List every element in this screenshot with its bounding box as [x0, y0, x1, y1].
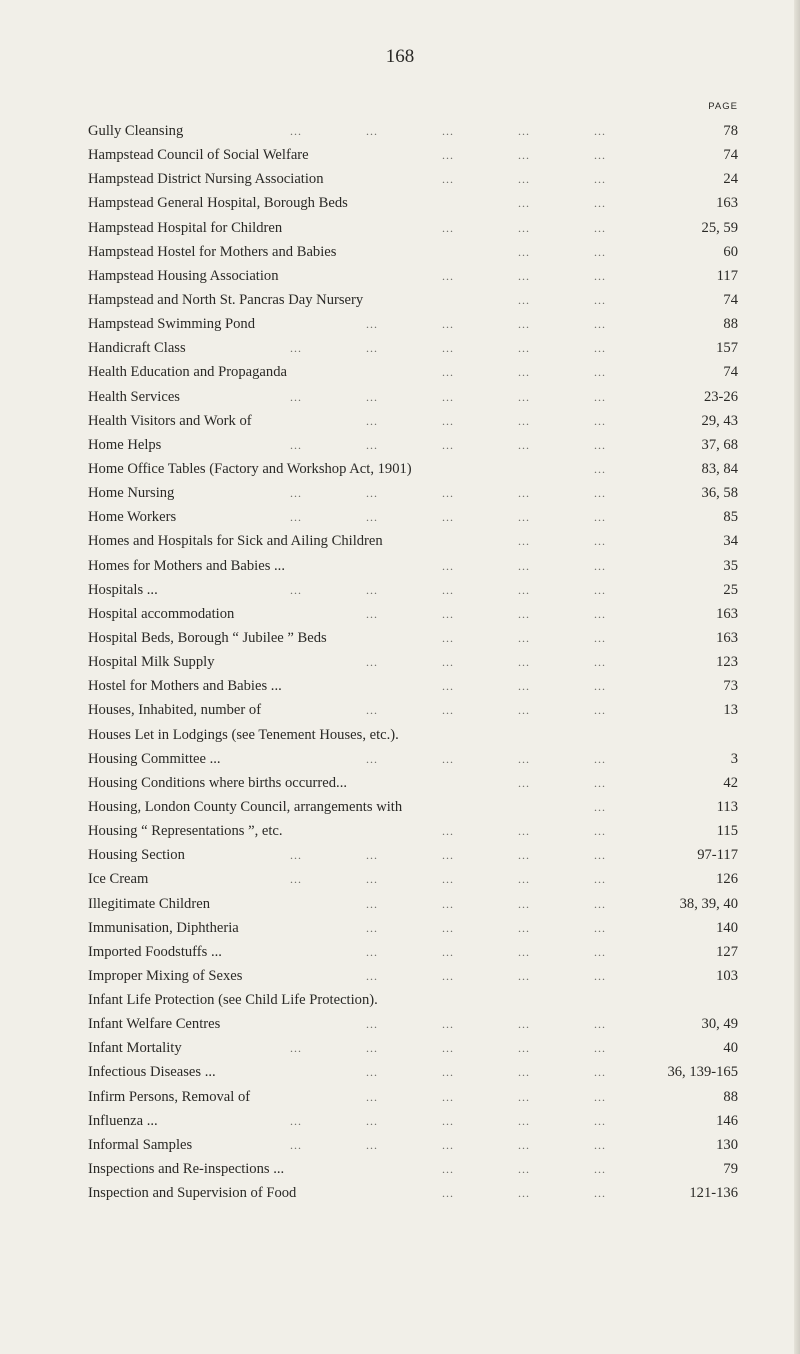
- page-number: 168: [385, 46, 415, 67]
- entry-page-ref: 88: [723, 316, 738, 333]
- index-entry: [88, 1157, 738, 1181]
- entry-page-ref: 36, 139-165: [667, 1064, 738, 1081]
- entry-page-ref: 74: [723, 364, 738, 381]
- index-entry: [88, 336, 738, 360]
- index-entry: [88, 723, 738, 747]
- entry-page-ref: 123: [716, 654, 738, 671]
- entry-label: Infant Life Protection (see Child Life Protection).: [88, 992, 378, 1009]
- index-entry: [88, 1181, 738, 1205]
- entry-page-ref: 23-26: [703, 388, 738, 405]
- index-entry: [88, 771, 738, 795]
- entry-label: Homes and Hospitals for Sick and Ailing Children: [88, 533, 383, 550]
- entry-label: Hospital Beds, Borough “ Jubilee ” Beds: [88, 629, 327, 646]
- entry-page-ref: 163: [716, 195, 738, 212]
- entry-label: Inspection and Supervision of Food: [88, 1185, 297, 1202]
- entry-page-ref: 36, 58: [701, 485, 738, 502]
- index-entry: [88, 795, 738, 819]
- entry-page-ref: 29, 43: [701, 412, 738, 429]
- dot-leader: ... ... ... ... ...: [290, 1137, 606, 1152]
- entry-page-ref: 163: [716, 605, 738, 622]
- dot-leader: ... ... ... ...: [366, 920, 606, 935]
- entry-label: Immunisation, Diphtheria: [88, 919, 239, 936]
- dot-leader: ... ... ... ...: [366, 655, 606, 670]
- dot-leader: ... ... ... ... ...: [290, 1113, 606, 1128]
- entry-label: Hampstead General Hospital, Borough Beds: [88, 195, 348, 212]
- entry-page-ref: 97-117: [697, 847, 738, 864]
- entry-page-ref: 3: [730, 750, 738, 767]
- dot-leader: ... ... ...: [442, 1186, 606, 1201]
- entry-page-ref: 127: [716, 943, 738, 960]
- dot-leader: ... ... ...: [442, 148, 606, 163]
- dot-leader: ... ... ... ... ...: [290, 510, 606, 525]
- entry-label: Housing, London County Council, arrangements with: [88, 798, 403, 815]
- entry-label: Hospitals ...: [88, 581, 158, 598]
- index-entry: [88, 288, 738, 312]
- entry-page-ref: 85: [723, 509, 738, 526]
- entry-label: Home Office Tables (Factory and Workshop Act, 1901): [88, 460, 412, 477]
- entry-page-ref: 126: [716, 871, 738, 888]
- entry-label: Home Helps: [88, 436, 162, 453]
- index-entries: [88, 119, 738, 1205]
- entry-page-ref: 103: [716, 967, 738, 984]
- index-entry: [88, 674, 738, 698]
- entry-label: Handicraft Class: [88, 340, 186, 357]
- entry-label: Health Education and Propaganda: [88, 364, 287, 381]
- entry-label: Hampstead Swimming Pond: [88, 316, 256, 333]
- index-entry: [88, 1060, 738, 1084]
- entry-label: Hampstead Council of Social Welfare: [88, 147, 309, 164]
- entry-page-ref: 60: [723, 243, 738, 260]
- entry-label: Hampstead Hostel for Mothers and Babies: [88, 243, 337, 260]
- entry-label: Improper Mixing of Sexes: [88, 967, 243, 984]
- dot-leader: ... ... ... ...: [366, 606, 606, 621]
- entry-page-ref: 113: [716, 798, 738, 815]
- index-entry: [88, 578, 738, 602]
- entry-label: Homes for Mothers and Babies ...: [88, 557, 285, 574]
- entry-label: Housing “ Representations ”, etc.: [88, 823, 283, 840]
- entry-label: Hampstead District Nursing Association: [88, 171, 324, 188]
- index-entry: [88, 457, 738, 481]
- entry-page-ref: 121-136: [689, 1185, 738, 1202]
- dot-leader: ... ... ... ... ...: [290, 848, 606, 863]
- dot-leader: ... ... ...: [442, 824, 606, 839]
- dot-leader: ...: [594, 799, 606, 814]
- entry-label: Hampstead Housing Association: [88, 267, 279, 284]
- index-entry: [88, 1085, 738, 1109]
- entry-label: Hostel for Mothers and Babies ...: [88, 678, 282, 695]
- entry-page-ref: 30, 49: [701, 1016, 738, 1033]
- dot-leader: ... ... ... ...: [366, 751, 606, 766]
- entry-page-ref: 25: [723, 581, 738, 598]
- dot-leader: ... ... ... ...: [366, 896, 606, 911]
- dot-leader: ... ...: [518, 292, 606, 307]
- index-entry: [88, 191, 738, 215]
- index-entry: [88, 1109, 738, 1133]
- dot-leader: ... ... ...: [442, 172, 606, 187]
- entry-label: Hampstead and North St. Pancras Day Nursery: [88, 291, 364, 308]
- dot-leader: ... ... ... ...: [366, 968, 606, 983]
- dot-leader: ... ... ... ...: [366, 1065, 606, 1080]
- entry-label: Inspections and Re-inspections ...: [88, 1161, 285, 1178]
- entry-page-ref: 35: [723, 557, 738, 574]
- entry-page-ref: 78: [723, 123, 738, 139]
- dot-leader: ... ... ... ...: [366, 1017, 606, 1032]
- page-column-header: PAGE: [708, 101, 738, 112]
- entry-label: Gully Cleansing: [88, 123, 184, 139]
- entry-label: Infectious Diseases ...: [88, 1064, 216, 1081]
- entry-label: Infant Welfare Centres: [88, 1016, 221, 1033]
- entry-label: Hampstead Hospital for Children: [88, 219, 283, 236]
- entry-page-ref: 115: [716, 823, 738, 840]
- index-entry: [88, 626, 738, 650]
- entry-label: Housing Committee ...: [88, 750, 221, 767]
- index-entry: [88, 481, 738, 505]
- dot-leader: ... ... ... ... ...: [290, 437, 606, 452]
- entry-label: Housing Section: [88, 847, 185, 864]
- index-entry: [88, 988, 738, 1012]
- entry-page-ref: 157: [716, 340, 738, 357]
- dot-leader: ... ... ... ...: [366, 317, 606, 332]
- dot-leader: ... ...: [518, 196, 606, 211]
- dot-leader: ... ... ...: [442, 365, 606, 380]
- entry-label: Houses Let in Lodgings (see Tenement Houses, etc.).: [88, 726, 399, 743]
- entry-page-ref: 74: [723, 291, 738, 308]
- index-entry: [88, 940, 738, 964]
- index-entry: [88, 819, 738, 843]
- index-entry: [88, 529, 738, 553]
- index-entry: [88, 240, 738, 264]
- dot-leader: ... ... ... ... ...: [290, 1041, 606, 1056]
- entry-page-ref: 34: [723, 533, 738, 550]
- dot-leader: ... ... ... ...: [366, 413, 606, 428]
- dot-leader: ... ... ... ... ...: [290, 341, 606, 356]
- entry-label: Health Visitors and Work of: [88, 412, 252, 429]
- entry-label: Health Services: [88, 388, 180, 405]
- entry-page-ref: 79: [723, 1161, 738, 1178]
- dot-leader: ... ... ...: [442, 558, 606, 573]
- index-entry: [88, 312, 738, 336]
- entry-page-ref: 25, 59: [701, 219, 738, 236]
- index-entry: [88, 843, 738, 867]
- entry-label: Illegitimate Children: [88, 895, 210, 912]
- index-entry: [88, 1036, 738, 1060]
- index-entry: [88, 892, 738, 916]
- index-entry: [88, 433, 738, 457]
- dot-leader: ... ... ... ...: [366, 1089, 606, 1104]
- dot-leader: ... ... ... ... ...: [290, 582, 606, 597]
- index-entry: [88, 167, 738, 191]
- entry-page-ref: 40: [723, 1040, 738, 1057]
- index-entry: [88, 505, 738, 529]
- entry-label: Imported Foodstuffs ...: [88, 943, 222, 960]
- entry-label: Infirm Persons, Removal of: [88, 1088, 251, 1105]
- entry-page-ref: 73: [723, 678, 738, 695]
- page-edge: [794, 0, 800, 1354]
- dot-leader: ... ... ...: [442, 220, 606, 235]
- dot-leader: ... ... ... ... ...: [290, 872, 606, 887]
- index-entry: [88, 650, 738, 674]
- dot-leader: ... ... ...: [442, 679, 606, 694]
- entry-page-ref: 117: [716, 267, 738, 284]
- index-entry: [88, 916, 738, 940]
- entry-label: Hospital accommodation: [88, 605, 235, 622]
- entry-label: Infant Mortality: [88, 1040, 182, 1057]
- entry-label: Influenza ...: [88, 1112, 158, 1129]
- dot-leader: ... ...: [518, 244, 606, 259]
- index-entry: [88, 119, 738, 143]
- entry-page-ref: 88: [723, 1088, 738, 1105]
- dot-leader: ... ... ...: [442, 630, 606, 645]
- entry-page-ref: 163: [716, 629, 738, 646]
- dot-leader: ... ...: [518, 775, 606, 790]
- entry-page-ref: 13: [723, 702, 738, 719]
- index-entry: [88, 1012, 738, 1036]
- entry-label: Housing Conditions where births occurred...: [88, 774, 347, 791]
- entry-label: Ice Cream: [88, 871, 149, 888]
- entry-page-ref: 42: [723, 774, 738, 791]
- dot-leader: ... ... ... ... ...: [290, 486, 606, 501]
- dot-leader: ... ...: [518, 534, 606, 549]
- index-entry: [88, 964, 738, 988]
- index-entry: [88, 554, 738, 578]
- entry-page-ref: 37, 68: [701, 436, 738, 453]
- dot-leader: ... ... ... ...: [366, 944, 606, 959]
- entry-page-ref: 83, 84: [701, 460, 738, 477]
- entry-label: Houses, Inhabited, number of: [88, 702, 262, 719]
- dot-leader: ... ... ... ... ...: [290, 124, 606, 138]
- dot-leader: ... ... ...: [442, 268, 606, 283]
- index-entry: [88, 1133, 738, 1157]
- index-entry: [88, 602, 738, 626]
- entry-page-ref: 140: [716, 919, 738, 936]
- entry-page-ref: 130: [716, 1136, 738, 1153]
- index-entry: [88, 143, 738, 167]
- entry-label: Hospital Milk Supply: [88, 654, 215, 671]
- dot-leader: ... ... ... ... ...: [290, 389, 606, 404]
- entry-page-ref: 146: [716, 1112, 738, 1129]
- index-entry: [88, 698, 738, 722]
- index-entry: [88, 264, 738, 288]
- index-entry: [88, 409, 738, 433]
- index-entry: [88, 360, 738, 384]
- entry-page-ref: 24: [723, 171, 738, 188]
- index-entry: [88, 867, 738, 891]
- index-entry: [88, 747, 738, 771]
- entry-label: Home Nursing: [88, 485, 175, 502]
- entry-label: Informal Samples: [88, 1136, 193, 1153]
- entry-label: Home Workers: [88, 509, 177, 526]
- index-entry: [88, 385, 738, 409]
- entry-page-ref: 38, 39, 40: [679, 895, 738, 912]
- dot-leader: ... ... ...: [442, 1162, 606, 1177]
- dot-leader: ... ... ... ...: [366, 703, 606, 718]
- entry-page-ref: 74: [723, 147, 738, 164]
- dot-leader: ...: [594, 461, 606, 476]
- index-entry: [88, 216, 738, 240]
